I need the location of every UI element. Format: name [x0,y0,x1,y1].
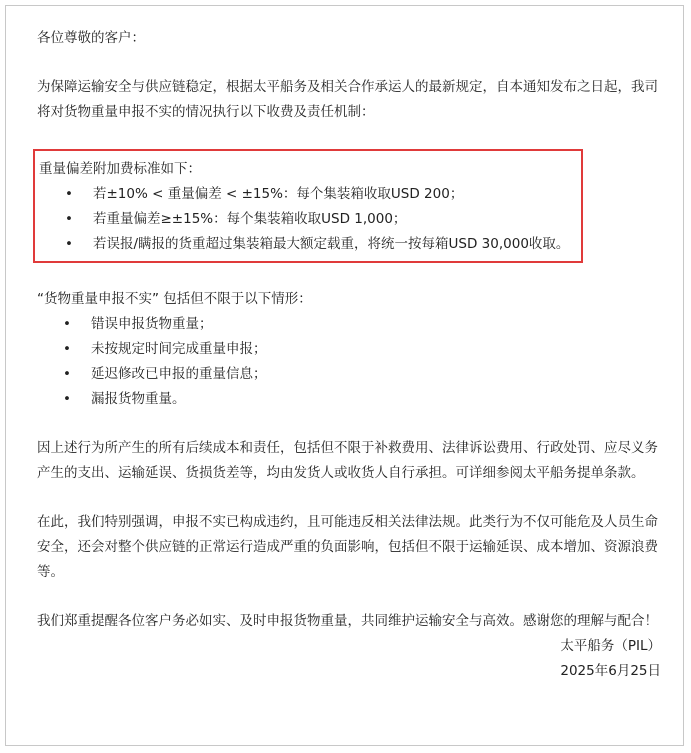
salutation: 各位尊敬的客户： [37,30,145,46]
surcharge-heading: 重量偏差附加费标准如下： [39,161,201,177]
misdeclaration-item [37,387,667,412]
bullet-icon: • [63,366,71,382]
surcharge-item [39,207,577,232]
misdeclaration-item-text: 漏报货物重量。 [91,391,186,407]
misdeclaration-item-text: 未按规定时间完成重量申报； [91,341,267,357]
bullet-icon: • [63,391,71,407]
bullet-icon: • [65,186,73,202]
signature-company: 太平船务（PIL） [560,638,661,654]
misdeclaration-section [37,287,667,412]
surcharge-item-text: 若±10% < 重量偏差 < ±15%：每个集装箱收取USD 200； [93,186,464,202]
bullet-icon: • [65,211,73,227]
notice-frame [5,5,684,746]
closing-paragraph: 我们郑重提醒各位客户务必如实、及时申报货物重量，共同维护运输安全与高效。感谢您的理解与配合！ [37,613,658,629]
surcharge-highlight-box [33,149,583,263]
bullet-icon: • [63,316,71,332]
misdeclaration-heading: “货物重量申报不实” 包括但不限于以下情形： [37,291,312,307]
misdeclaration-item-text: 错误申报货物重量； [91,316,213,332]
misdeclaration-item [37,337,667,362]
notice-content [37,26,667,684]
surcharge-list [39,182,577,257]
bullet-icon: • [63,341,71,357]
surcharge-item [39,232,577,257]
misdeclaration-item [37,362,667,387]
surcharge-item-text: 若重量偏差≥±15%：每个集装箱收取USD 1,000； [93,211,407,227]
misdeclaration-item [37,312,667,337]
emphasis-paragraph: 在此，我们特别强调，申报不实已构成违约，且可能违反相关法律法规。此类行为不仅可能危及人员生命安全，还会对整个供应链的正常运行造成严重的负面影响，包括但不限于运输延误、成本增加、资源浪费等。 [37,514,658,580]
signature-date: 2025年6月25日 [560,663,661,679]
misdeclaration-item-text: 延迟修改已申报的重量信息； [91,366,267,382]
intro-paragraph: 为保障运输安全与供应链稳定，根据太平船务及相关合作承运人的最新规定，自本通知发布之日起，我司将对货物重量申报不实的情况执行以下收费及责任机制： [37,79,658,120]
bullet-icon: • [65,236,73,252]
liability-paragraph: 因上述行为所产生的所有后续成本和责任，包括但不限于补救费用、法律诉讼费用、行政处罚、应尽义务产生的支出、运输延误、货损货差等，均由发货人或收货人自行承担。可详细参阅太平船务提单条款。 [37,440,658,481]
misdeclaration-list [37,312,667,412]
surcharge-item-text: 若误报/瞒报的货重超过集装箱最大额定载重，将统一按每箱USD 30,000收取。 [93,236,570,252]
surcharge-item [39,182,577,207]
